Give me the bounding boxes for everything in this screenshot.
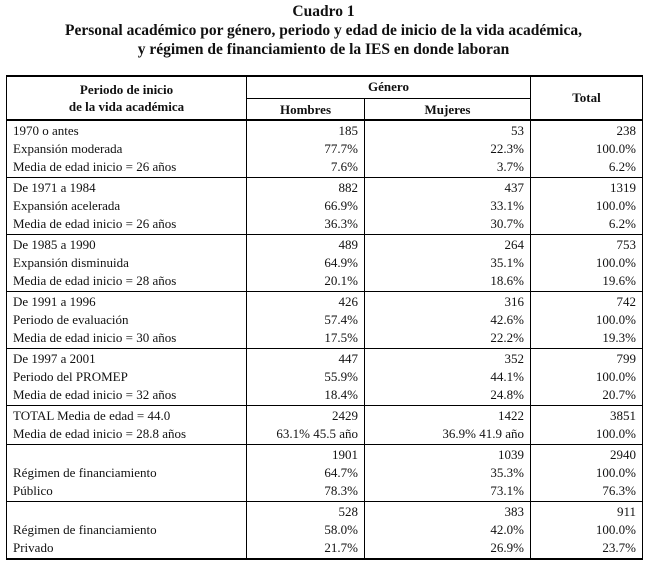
table-row [7,254,643,272]
women-value: 3.7% [365,158,531,178]
women-value: 24.8% [365,386,531,406]
women-value: 44.1% [365,368,531,386]
total-value: 6.2% [531,158,643,178]
total-value: 6.2% [531,215,643,235]
table-row [7,482,643,502]
total-value: 19.3% [531,329,643,349]
men-value: 20.1% [247,272,365,292]
total-value: 100.0% [531,425,643,445]
men-value: 18.4% [247,386,365,406]
women-value: 53 [365,120,531,140]
men-value: 57.4% [247,311,365,329]
table-row [7,215,643,235]
total-value: 1319 [531,178,643,198]
row-label: De 1997 a 2001 [7,349,247,369]
total-value: 753 [531,235,643,255]
row-label: Público [7,482,247,502]
total-value: 2940 [531,445,643,465]
row-label: Media de edad inicio = 28.8 años [7,425,247,445]
men-value: 447 [247,349,365,369]
women-value: 35.3% [365,464,531,482]
total-value: 100.0% [531,521,643,539]
table-row [7,368,643,386]
table-row [7,197,643,215]
row-label: Media de edad inicio = 26 años [7,158,247,178]
men-value: 77.7% [247,140,365,158]
table-row [7,425,643,445]
table-row [7,140,643,158]
women-value: 1422 [365,406,531,426]
women-value: 42.6% [365,311,531,329]
women-value: 26.9% [365,539,531,559]
total-value: 911 [531,502,643,522]
men-value: 489 [247,235,365,255]
men-value: 58.0% [247,521,365,539]
table-row [7,158,643,178]
total-value: 100.0% [531,311,643,329]
men-value: 66.9% [247,197,365,215]
men-value: 185 [247,120,365,140]
total-value: 100.0% [531,464,643,482]
table-row [7,502,643,522]
men-value: 55.9% [247,368,365,386]
men-value: 528 [247,502,365,522]
caption-line-2: y régimen de financiamiento de la IES en donde laboran [137,41,510,58]
row-label: Media de edad inicio = 26 años [7,215,247,235]
period-header-line1: Periodo de inicio [79,82,174,97]
women-value: 1039 [365,445,531,465]
row-label: Periodo de evaluación [7,311,247,329]
men-header: Hombres [247,98,365,120]
women-value: 33.1% [365,197,531,215]
total-value: 20.7% [531,386,643,406]
table-row [7,292,643,312]
row-label: Expansión moderada [7,140,247,158]
row-label: Media de edad inicio = 28 años [7,272,247,292]
women-value: 22.3% [365,140,531,158]
women-value: 22.2% [365,329,531,349]
total-value: 3851 [531,406,643,426]
men-value: 21.7% [247,539,365,559]
total-value: 100.0% [531,140,643,158]
table-row [7,445,643,465]
table-row [7,272,643,292]
total-value: 100.0% [531,368,643,386]
row-label: TOTAL Media de edad = 44.0 [7,406,247,426]
table-row [7,235,643,255]
row-label [7,445,247,465]
women-value: 437 [365,178,531,198]
row-label: Expansión disminuida [7,254,247,272]
caption-line-1: Personal académico por género, periodo y edad de inicio de la vida académica, [65,22,582,39]
women-value: 352 [365,349,531,369]
row-label: Privado [7,539,247,559]
women-header: Mujeres [365,98,531,120]
women-value: 42.0% [365,521,531,539]
row-label: De 1991 a 1996 [7,292,247,312]
period-header [7,76,247,120]
table-row [7,349,643,369]
table-row [7,120,643,140]
men-value: 7.6% [247,158,365,178]
women-value: 383 [365,502,531,522]
women-value: 30.7% [365,215,531,235]
table-row [7,464,643,482]
table-row [7,178,643,198]
women-value: 73.1% [365,482,531,502]
table-row [7,386,643,406]
men-value: 64.9% [247,254,365,272]
row-label: Media de edad inicio = 30 años [7,329,247,349]
men-value: 1901 [247,445,365,465]
men-value: 882 [247,178,365,198]
total-value: 100.0% [531,197,643,215]
men-value: 36.3% [247,215,365,235]
women-value: 18.6% [365,272,531,292]
men-value: 426 [247,292,365,312]
total-value: 19.6% [531,272,643,292]
table-row [7,311,643,329]
gender-header: Género [247,76,531,98]
row-label: 1970 o antes [7,120,247,140]
women-value: 36.9% 41.9 año [365,425,531,445]
total-value: 799 [531,349,643,369]
table-row [7,329,643,349]
men-value: 78.3% [247,482,365,502]
row-label: De 1985 a 1990 [7,235,247,255]
row-label: Régimen de financiamiento [7,464,247,482]
row-label: Media de edad inicio = 32 años [7,386,247,406]
total-header: Total [531,76,643,120]
total-value: 76.3% [531,482,643,502]
table-row [7,406,643,426]
men-value: 2429 [247,406,365,426]
row-label: Expansión acelerada [7,197,247,215]
row-label: De 1971 a 1984 [7,178,247,198]
row-label [7,502,247,522]
row-label: Periodo del PROMEP [7,368,247,386]
table-caption [0,2,647,59]
women-value: 35.1% [365,254,531,272]
data-table [6,75,643,560]
period-header-line2: de la vida académica [68,99,185,114]
caption-number: Cuadro 1 [292,3,355,20]
table-row [7,539,643,559]
men-value: 17.5% [247,329,365,349]
row-label: Régimen de financiamiento [7,521,247,539]
men-value: 64.7% [247,464,365,482]
total-value: 100.0% [531,254,643,272]
total-value: 23.7% [531,539,643,559]
total-value: 238 [531,120,643,140]
table-row [7,521,643,539]
women-value: 264 [365,235,531,255]
total-value: 742 [531,292,643,312]
men-value: 63.1% 45.5 año [247,425,365,445]
women-value: 316 [365,292,531,312]
